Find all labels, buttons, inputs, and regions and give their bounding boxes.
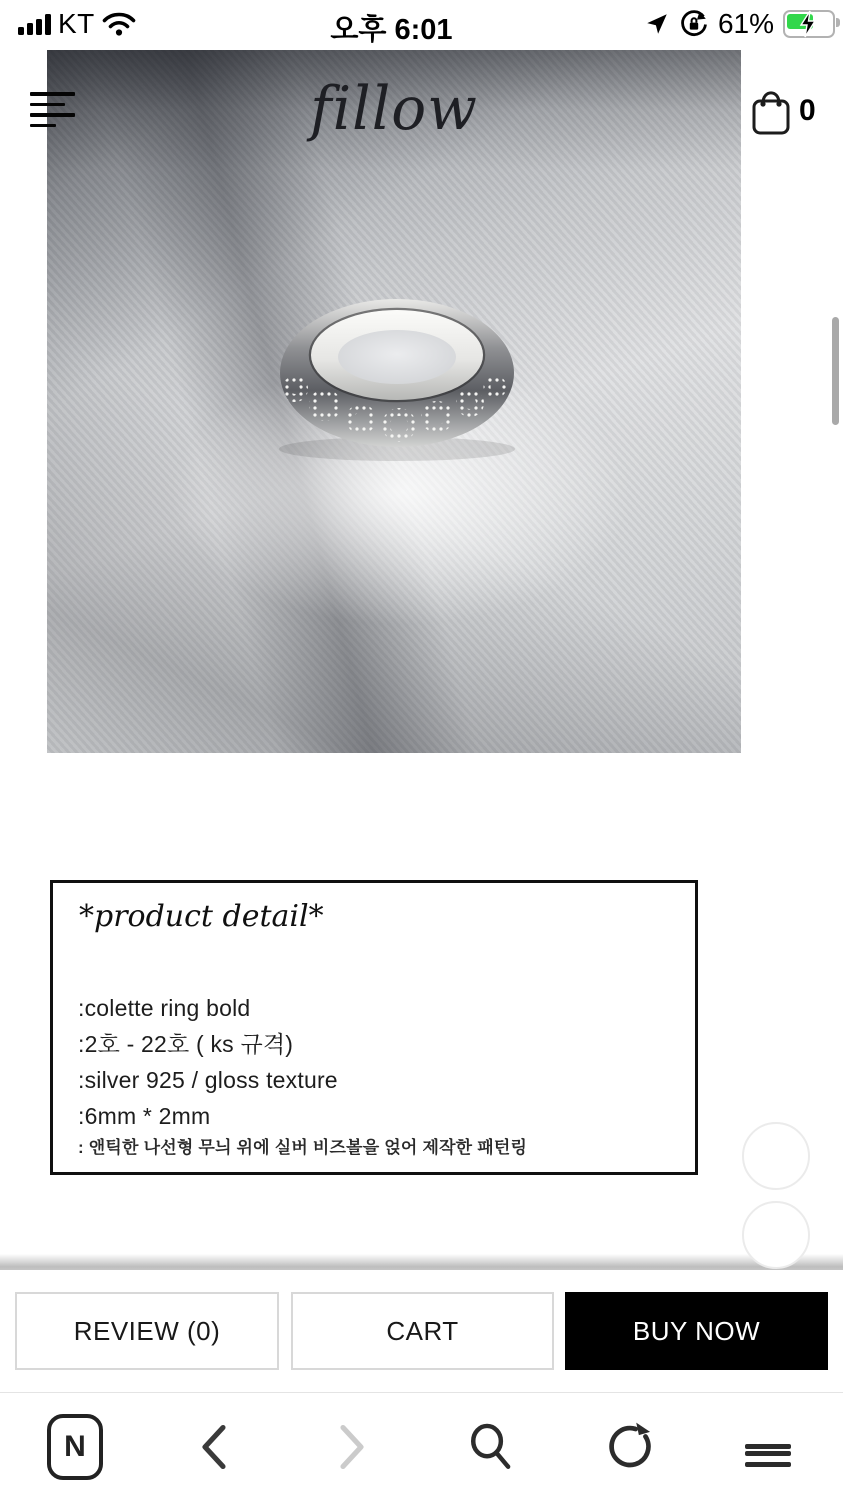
browser-toolbar	[0, 1393, 843, 1500]
rotation-lock-icon	[679, 9, 709, 39]
detail-lines	[78, 990, 695, 1162]
toolbar-menu-button[interactable]	[733, 1412, 803, 1482]
chevron-left-icon	[197, 1423, 231, 1471]
chevron-right-icon	[335, 1423, 369, 1471]
detail-line-material: :silver 925 / gloss texture	[78, 1067, 338, 1093]
search-icon	[467, 1422, 515, 1472]
naver-home-button[interactable]	[40, 1412, 110, 1482]
refresh-icon	[604, 1422, 654, 1472]
search-button[interactable]	[456, 1412, 526, 1482]
product-image[interactable]	[47, 50, 741, 753]
detail-line-dimensions: :6mm * 2mm	[78, 1103, 211, 1129]
bottom-action-bar	[0, 1270, 843, 1500]
carrier-label: KT	[58, 8, 95, 39]
shopping-bag-icon	[751, 86, 791, 136]
ring-illustration	[277, 293, 517, 463]
battery-charging-icon	[783, 10, 835, 38]
product-detail-box	[50, 880, 698, 1175]
battery-percent-label: 61%	[717, 8, 774, 39]
back-button[interactable]	[179, 1412, 249, 1482]
floating-scroll-down-button[interactable]	[742, 1201, 810, 1269]
naver-logo-icon: N	[47, 1414, 103, 1480]
menu-button[interactable]	[30, 92, 76, 127]
status-bar	[0, 0, 843, 48]
cart-count-badge: 0	[799, 94, 816, 127]
menu-icon	[30, 92, 75, 96]
charging-bolt-icon	[798, 10, 818, 38]
battery-nub	[836, 18, 840, 27]
floating-scroll-up-button[interactable]	[742, 1122, 810, 1190]
location-icon	[644, 11, 670, 37]
content-edge-shadow	[0, 1254, 843, 1270]
toolbar-menu-icon	[745, 1444, 791, 1449]
scrollbar[interactable]	[832, 317, 839, 425]
detail-line-name: :colette ring bold	[78, 995, 251, 1021]
detail-line-description: : 앤틱한 나선형 무늬 위에 실버 비즈볼을 얹어 제작한 패턴링	[78, 1138, 528, 1157]
add-to-cart-button[interactable]: CART	[291, 1292, 554, 1370]
brand-logo: fillow	[310, 72, 478, 144]
refresh-button[interactable]	[594, 1412, 664, 1482]
buy-now-button[interactable]: BUY NOW	[565, 1292, 828, 1370]
cart-button[interactable]	[751, 86, 816, 136]
detail-title: *product detail*	[79, 899, 324, 934]
status-bar-right	[644, 8, 835, 40]
review-button[interactable]: REVIEW (0)	[15, 1292, 279, 1370]
forward-button[interactable]	[317, 1412, 387, 1482]
detail-line-size: :2호 - 22호 ( ks 규격)	[78, 1031, 294, 1057]
status-time: 오후 6:01	[330, 14, 453, 46]
